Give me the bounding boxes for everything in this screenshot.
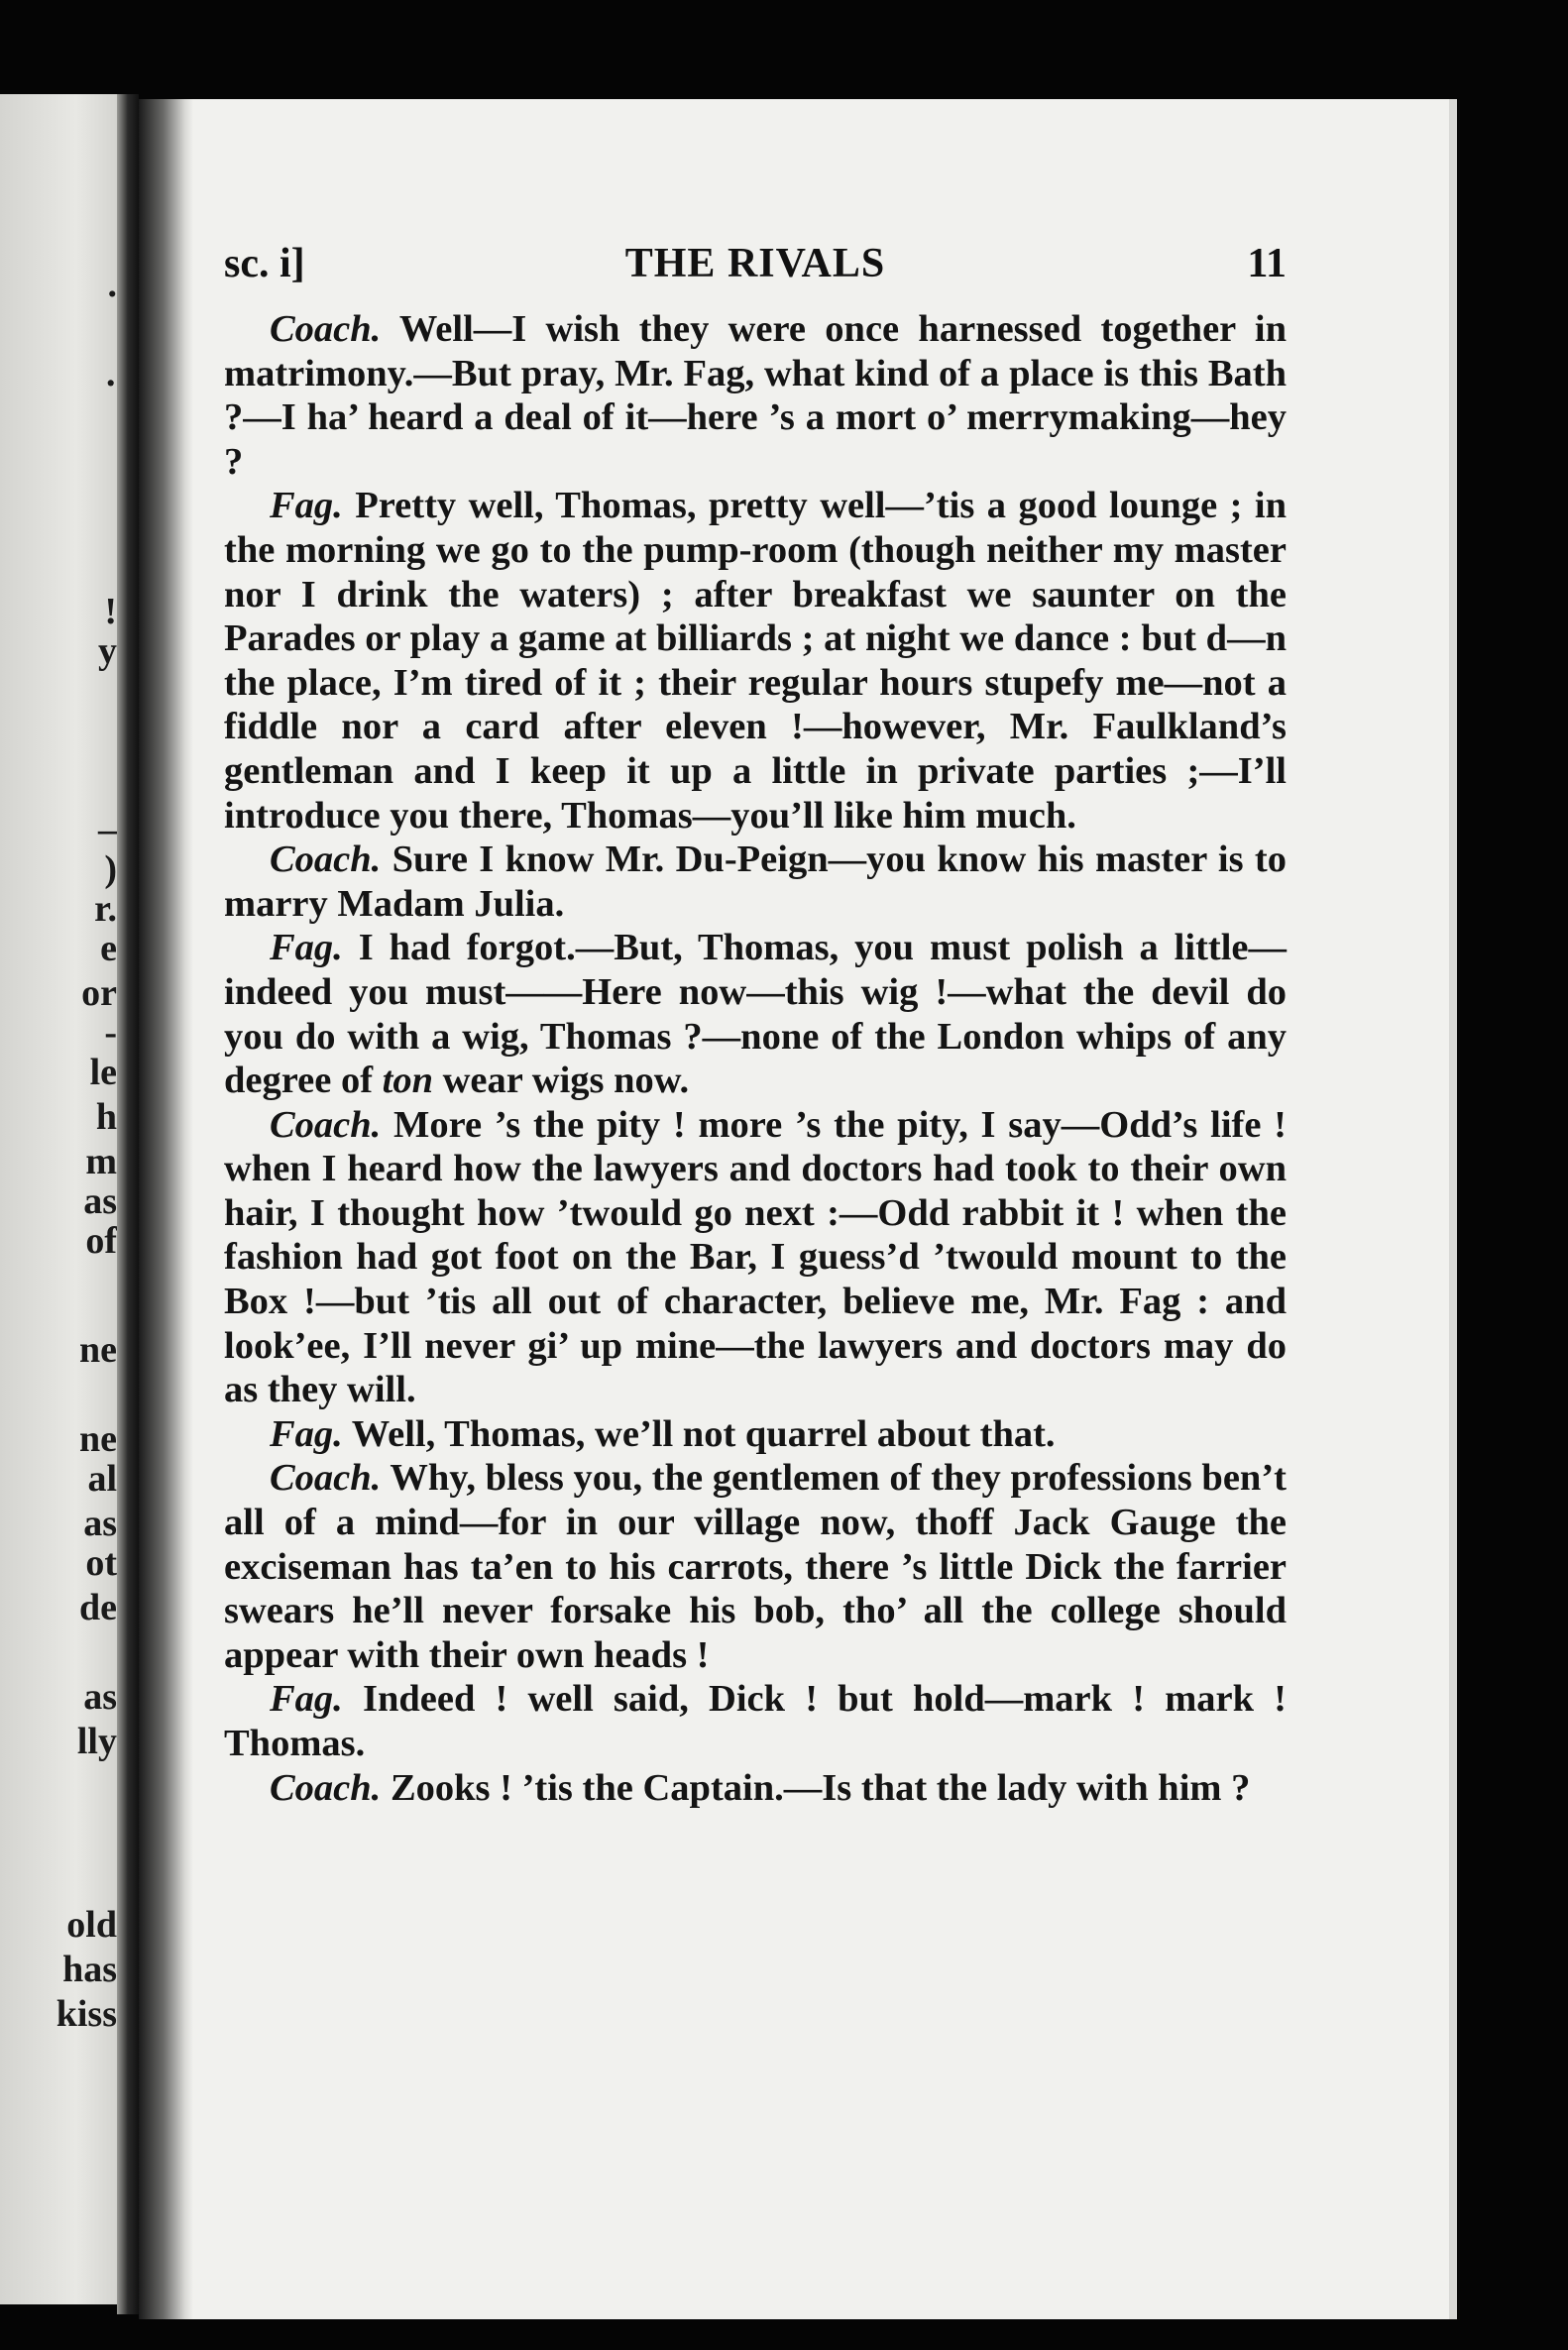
speech-text: More ’s the pity ! more ’s the pity, I say—Odd’s life ! when I heard how the lawyers and doctors had took to their own hair, I thought how ’twould go next :—Odd rabbit it ! when the fashion had got foot on the Bar, I guess’d ’twould mount to the Box !—but ’tis all out of character, believe me, Mr. Fag : and look’ee, I’ll never gi’ up mine—the lawyers and doctors may do as they will. [224, 1103, 1287, 1411]
facing-page-fragment: ! [104, 591, 117, 632]
speaker-name: Fag. [270, 1412, 343, 1455]
page-number: 11 [1247, 241, 1287, 286]
dialogue-text [224, 307, 1287, 1810]
facing-page-fragment: m [85, 1141, 117, 1182]
speaker-name: Fag. [270, 927, 343, 969]
dialogue-paragraph [224, 1456, 1287, 1677]
running-title: THE RIVALS [624, 241, 886, 286]
facing-page-fragment: y [98, 630, 117, 672]
facing-page-fragment: or [81, 972, 117, 1014]
facing-page-fragment: le [89, 1052, 117, 1093]
speaker-name: Fag. [270, 485, 343, 527]
facing-page-fragment: has [62, 1949, 117, 1990]
facing-page-fragment: . [107, 264, 117, 305]
facing-page-edge [0, 94, 127, 2304]
facing-page-fragment: kiss [56, 1993, 117, 2035]
page-edge [1449, 99, 1457, 2319]
speech-text: Sure I know Mr. Du-Peign—you know his master is to marry Madam Julia. [224, 839, 1287, 925]
scene-marker: sc. i] [224, 241, 305, 286]
facing-page-fragment: as [83, 1676, 117, 1718]
facing-page-fragment: e [100, 928, 117, 969]
dialogue-paragraph [224, 1766, 1287, 1811]
facing-page-fragment: h [95, 1096, 117, 1138]
speaker-name: Coach. [270, 839, 382, 881]
facing-page-fragment: – [98, 809, 117, 850]
facing-page-fragment: old [66, 1904, 117, 1946]
dialogue-paragraph [224, 1412, 1287, 1457]
speech-text: Indeed ! well said, Dick ! but hold—mark ! mark ! Thomas. [224, 1678, 1287, 1764]
facing-page-fragment: ) [104, 848, 117, 890]
running-header [224, 240, 1287, 299]
speech-text: Well—I wish they were once harnessed together in matrimony.—But pray, Mr. Fag, what kind of a place is this Bath ?—I ha’ heard a deal of it—here ’s a mort o’ merrymaking—hey ? [224, 308, 1287, 483]
facing-page-fragment: · [104, 363, 117, 404]
facing-page-fragment: al [87, 1458, 117, 1500]
dialogue-paragraph [224, 926, 1287, 1102]
facing-page-fragment: r. [94, 888, 117, 930]
dialogue-paragraph [224, 1677, 1287, 1765]
speech-text: Why, bless you, the gentlemen of they professions ben’t all of a mind—for in our village now, thoff Jack Gauge the exciseman has ta’en to his carrots, there ’s little Dick the farrier swears he’ll never forsake his bob, tho’ all the college should appear with their own heads ! [224, 1457, 1287, 1676]
facing-page-fragment: - [104, 1012, 117, 1054]
speech-text: I had forgot.—But, Thomas, you must polish a little—indeed you must——Here now—this wig !—what the devil do you do with a wig, Thomas ?—none of the London whips of any degree of [224, 927, 1287, 1102]
page-curl-shadow [139, 99, 193, 2319]
facing-page-fragment: of [85, 1220, 117, 1262]
speaker-name: Coach. [270, 308, 382, 350]
speaker-name: Coach. [270, 1103, 382, 1146]
book-gutter [117, 94, 139, 2314]
speaker-name: Coach. [270, 1766, 382, 1809]
facing-page-fragment: as [83, 1503, 117, 1544]
speaker-name: Coach. [270, 1457, 382, 1500]
facing-page-fragment: de [79, 1587, 117, 1628]
speech-text: Zooks ! ’tis the Captain.—Is that the lady with him ? [381, 1766, 1251, 1809]
speech-text: Pretty well, Thomas, pretty well—’tis a good lounge ; in the morning we go to the pump-room (though neither my master nor I drink the waters) ; after breakfast we saunter on the Parades or play a game at billiards ; at night we dance : but d—n the place, I’m tired of it ; their regular hours stupefy me—not a fiddle nor a card after eleven !—however, Mr. Faulkland’s gentleman and I keep it up a little in private parties ;—I’ll introduce you there, Thomas—you’ll like him much. [224, 485, 1287, 837]
dialogue-paragraph [224, 1103, 1287, 1412]
italic-word: ton [382, 1060, 433, 1102]
speaker-name: Fag. [270, 1678, 343, 1721]
facing-page-fragment: lly [76, 1721, 117, 1762]
speech-text: wear wigs now. [433, 1060, 690, 1102]
speech-text: Well, Thomas, we’ll not quarrel about that. [342, 1412, 1056, 1455]
dialogue-paragraph [224, 307, 1287, 484]
facing-page-fragment: ne [79, 1329, 117, 1371]
facing-page-fragment: ot [85, 1542, 117, 1584]
facing-page-fragment: as [83, 1180, 117, 1222]
dialogue-paragraph [224, 484, 1287, 838]
dialogue-paragraph [224, 838, 1287, 926]
book-page [139, 99, 1457, 2319]
facing-page-fragment: ne [79, 1418, 117, 1460]
